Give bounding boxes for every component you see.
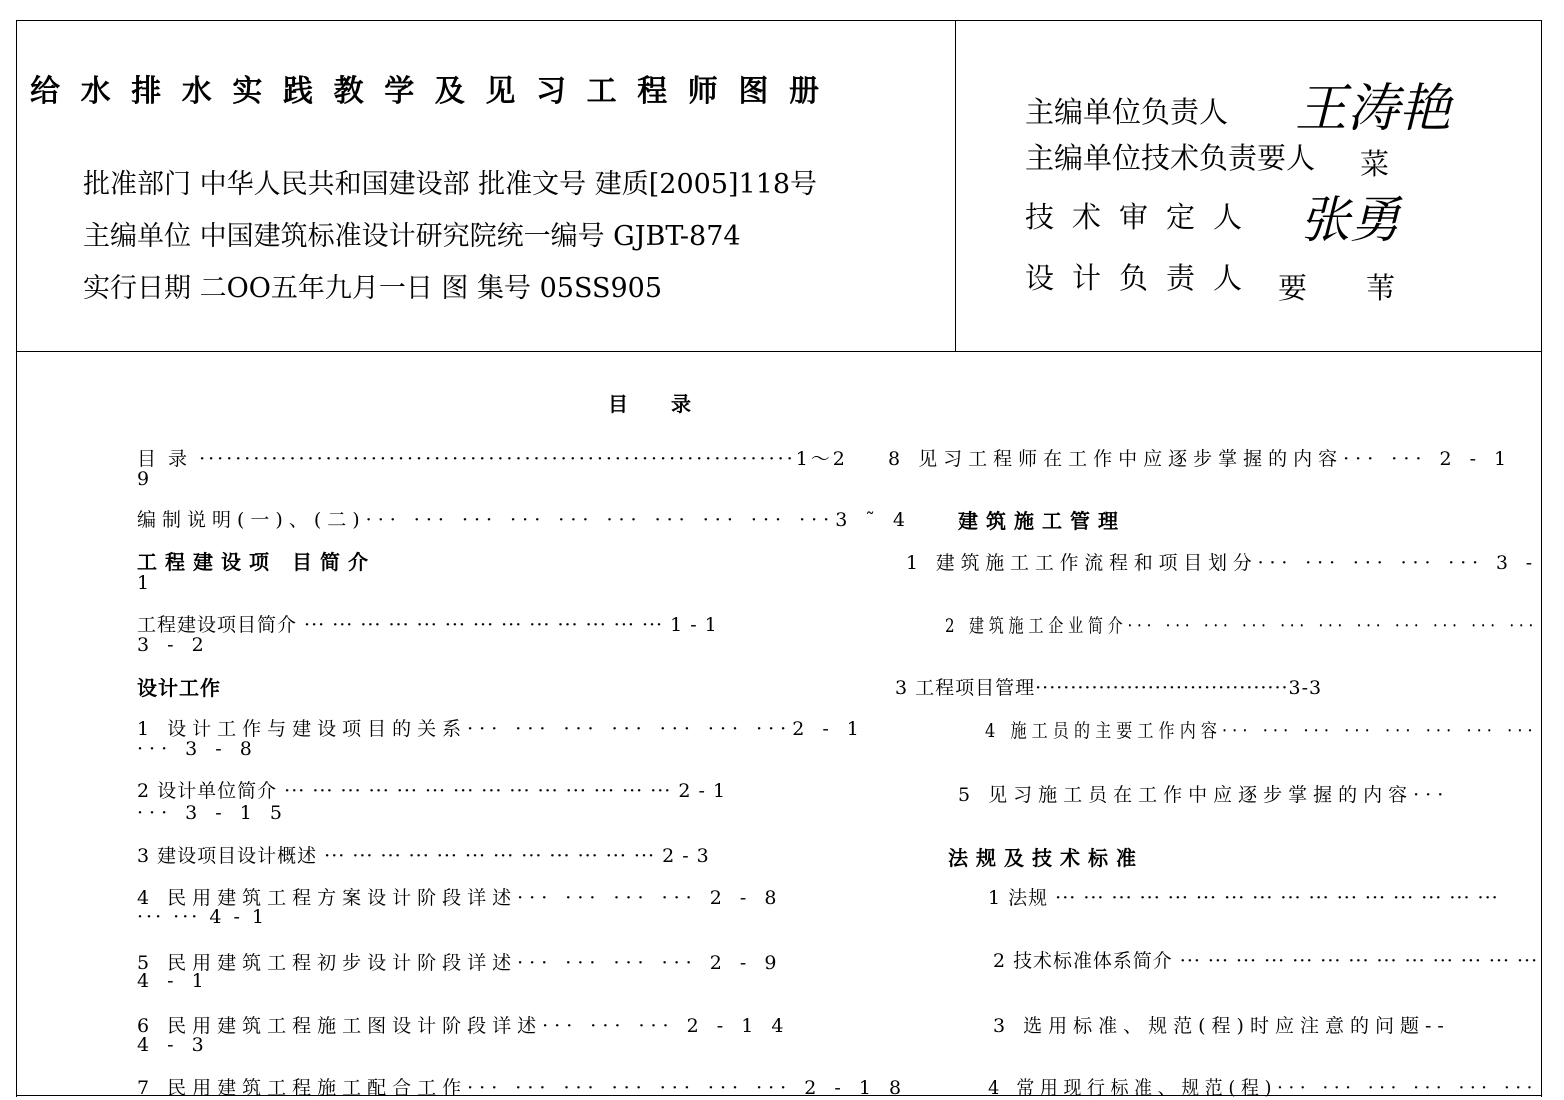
toc-left-10: 7 民用建筑工程施工配合工作··· ··· ··· ··· ··· ··· ··· 2 - 1 8: [137, 1077, 908, 1099]
header-divider-vertical: [955, 20, 956, 351]
toc-left-1-cont: 9: [137, 468, 156, 490]
toc-right-1: 8 见习工程师在工作中应逐步掌握的内容··· ··· 2 - 1: [888, 448, 1513, 470]
toc-heading-design: 设计工作: [137, 676, 221, 700]
toc-left-3-cont: 3 - 2: [137, 634, 210, 656]
toc-right-5: 4 施工员的主要工作内容··· ··· ··· ··· ··· ··· ··· ···: [985, 720, 1538, 742]
toc-left-2: 编制说明(一)、(二)··· ··· ··· ··· ··· ··· ··· ··· ··· ···3 ˜ 4: [137, 509, 911, 531]
signature-label-2: 主编单位技术负责要人: [1025, 141, 1316, 175]
toc-left-4-cont: ··· 3 - 8: [137, 738, 258, 760]
toc-left-8: 5 民用建筑工程初步设计阶段详述··· ··· ··· ··· 2 - 9: [137, 952, 783, 974]
header-divider-horizontal: [16, 351, 1542, 352]
toc-right-6: 5 见习施工员在工作中应逐步掌握的内容···: [958, 784, 1450, 806]
toc-right-8: 2 技术标准体系简介 ··· ··· ··· ··· ··· ··· ··· ··· ··· ··· ··· ··· ···: [993, 950, 1539, 972]
toc-heading-project-cont: 1: [137, 572, 156, 594]
toc-right-9: 3 选用标准、规范(程)时应注意的问题--: [993, 1015, 1450, 1037]
toc-heading-construction: 建筑施工管理: [958, 509, 1126, 533]
signature-label-4: 设计负责人: [1025, 261, 1261, 295]
toc-left-6: 3 建设项目设计概述 ··· ··· ··· ··· ··· ··· ··· ··· ··· ··· ··· ··· 2 - 3: [137, 845, 710, 867]
toc-left-4: 1 设计工作与建设项目的关系··· ··· ··· ··· ··· ··· ···2 - 1: [137, 718, 865, 740]
editor-unit-line: 主编单位 中国建筑标准设计研究院统一编号 GJBT-874: [83, 221, 741, 252]
signature-1: 王涛艳: [1295, 79, 1452, 139]
toc-left-9-cont: 4 - 3: [137, 1034, 210, 1056]
signature-label-1: 主编单位负责人: [1025, 95, 1229, 129]
toc-left-7-cont: ··· ··· 4 - 1: [137, 906, 267, 928]
toc-right-10: 4 常用现行标准、规范(程)··· ··· ··· ··· ··· ···: [988, 1077, 1539, 1099]
approval-line: 批准部门 中华人民共和国建设部 批准文号 建质[2005]118号: [83, 169, 818, 200]
atlas-title: 给水排水实践教学及见习工程师图册: [30, 74, 840, 109]
toc-left-7: 4 民用建筑工程方案设计阶段详述··· ··· ··· ··· 2 - 8: [137, 887, 783, 909]
signature-2: 菜: [1360, 147, 1390, 181]
toc-right-3: 2 建筑施工企业简介··· ··· ··· ··· ··· ··· ··· ··· ··· ··· ···: [945, 615, 1539, 637]
toc-left-1: 目 录 ··································································1～2: [137, 448, 848, 470]
toc-heading-regulations: 法规及技术标准: [948, 846, 1144, 870]
toc-left-3: 工程建设项目简介 ··· ··· ··· ··· ··· ··· ··· ··· ··· ··· ··· ··· ··· 1 - 1: [137, 614, 718, 636]
signature-4a: 要: [1278, 271, 1308, 305]
date-line: 实行日期 二OO五年九月一日 图 集号 05SS905: [83, 273, 663, 304]
toc-left-5: 2 设计单位简介 ··· ··· ··· ··· ··· ··· ··· ··· ··· ··· ··· ··· ··· ··· 2 - 1: [137, 780, 727, 802]
signature-3: 张勇: [1300, 191, 1400, 249]
toc-right-4: 3 工程项目管理····································3-3: [895, 677, 1323, 699]
signature-4b: 苇: [1366, 271, 1396, 305]
toc-heading-project: 工程建设项 目简介: [137, 550, 376, 574]
toc-left-8-cont: 4 - 1: [137, 970, 210, 992]
toc-title: 目 录: [608, 392, 709, 416]
signature-label-3: 技术审定人: [1025, 200, 1261, 234]
toc-left-9: 6 民用建筑工程施工图设计阶段详述··· ··· ··· 2 - 1 4: [137, 1015, 790, 1037]
toc-left-5-cont: ··· 3 - 1 5: [137, 802, 288, 824]
toc-right-2: 1 建筑施工工作流程和项目划分··· ··· ··· ··· ··· 3 -: [906, 552, 1539, 574]
toc-right-7: 1 法规 ··· ··· ··· ··· ··· ··· ··· ··· ··· ··· ··· ··· ··· ··· ··· ···: [988, 887, 1499, 909]
